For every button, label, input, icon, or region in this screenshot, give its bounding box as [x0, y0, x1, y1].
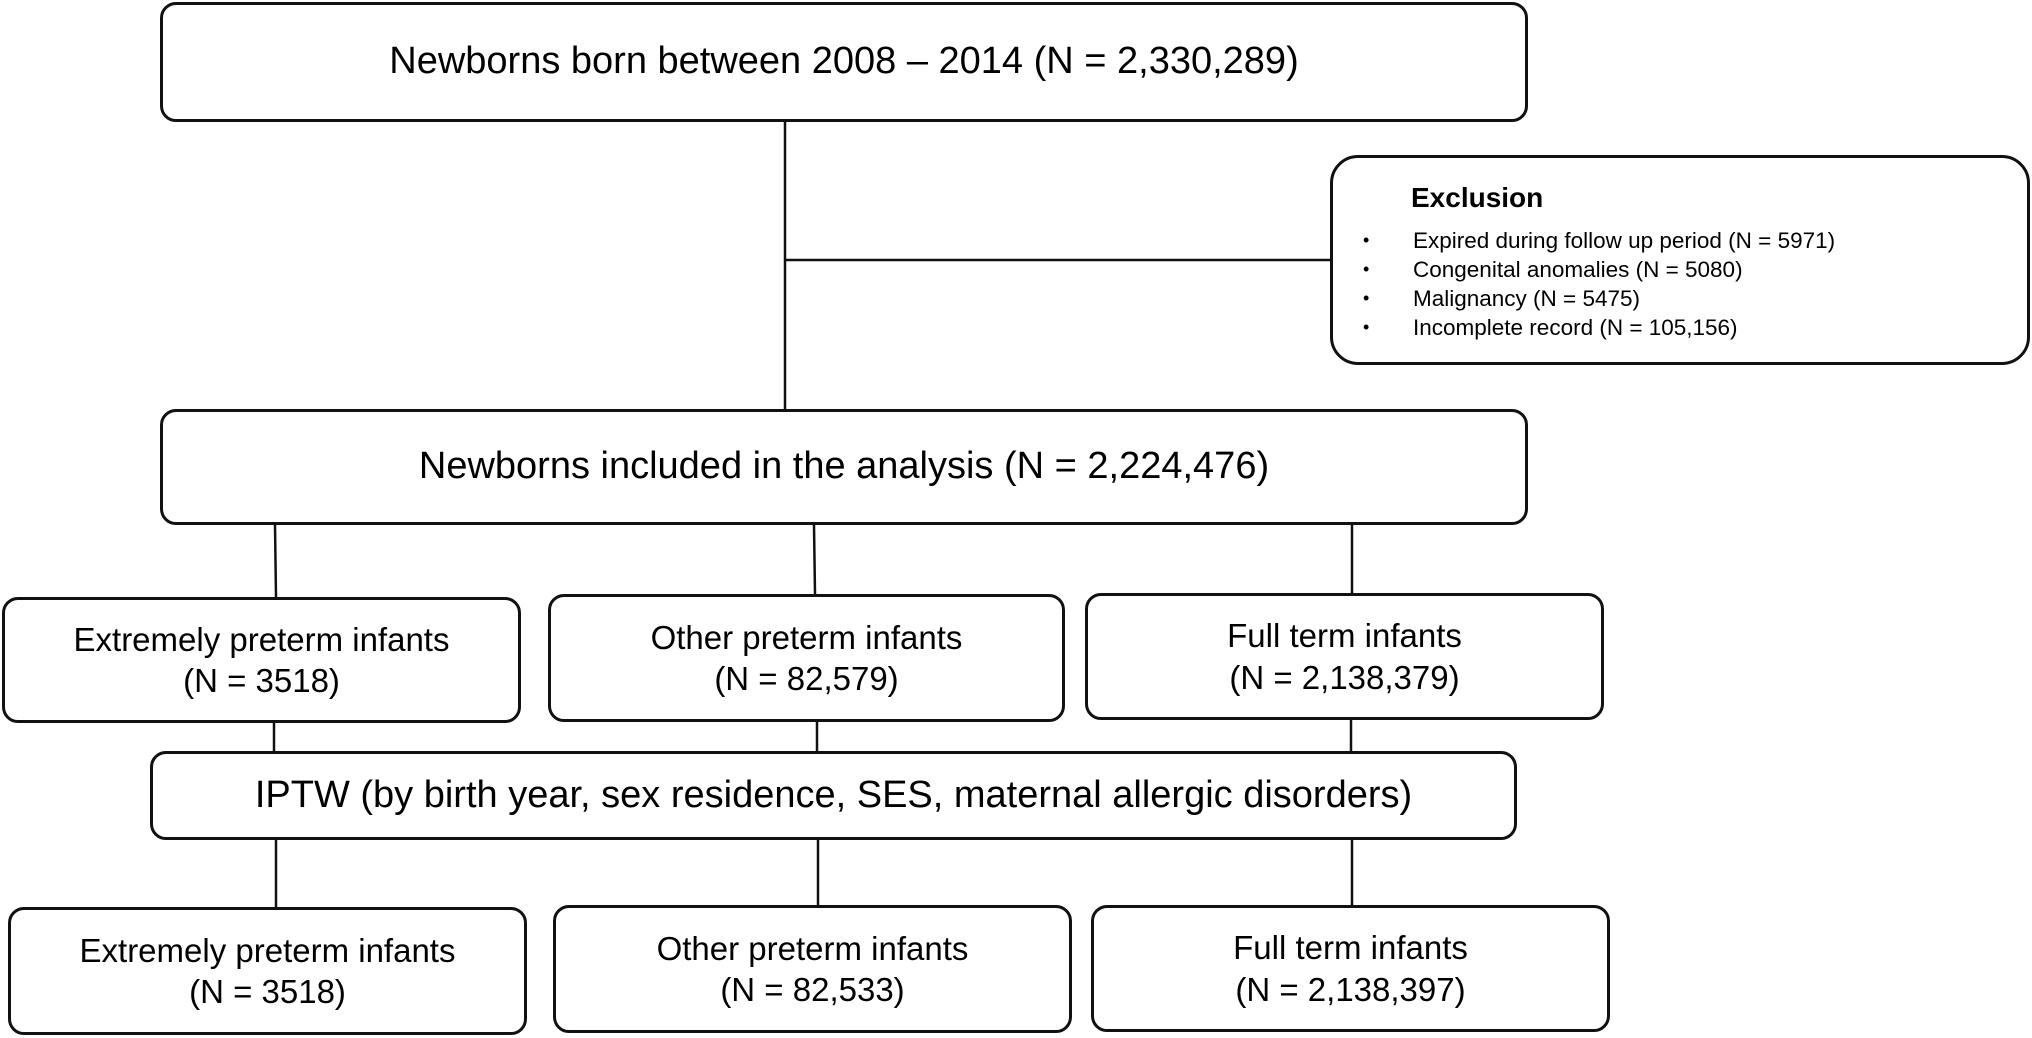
group-label: Full term infants — [1227, 617, 1462, 655]
weighted-group-label: Other preterm infants — [656, 929, 969, 967]
group-count: (N = 2,138,379) — [1229, 658, 1460, 696]
group-count: (N = 3518) — [183, 662, 340, 699]
group-label: Extremely preterm infants — [73, 620, 450, 658]
exclusion-title: Exclusion — [1411, 182, 1544, 213]
exclusion-item: • Malignancy (N = 5475) — [1363, 284, 1835, 313]
exclusion-item: • Expired during follow up period (N = 5971) — [1363, 226, 1835, 255]
top-box — [160, 2, 1528, 122]
weighted-box-extremely-preterm — [8, 907, 527, 1035]
weighted-group-count: (N = 82,533) — [720, 971, 905, 1008]
weighted-group-count: (N = 2,138,397) — [1235, 970, 1466, 1008]
connector-included-to-group-2 — [814, 525, 815, 594]
weighted-box-full-term — [1091, 905, 1610, 1032]
exclusion-list — [1363, 226, 1835, 342]
included-box — [160, 409, 1528, 525]
weighted-box-other-preterm — [553, 905, 1072, 1033]
iptw-box — [150, 751, 1517, 840]
group-box-other-preterm — [548, 594, 1065, 722]
exclusion-item: • Congenital anomalies (N = 5080) — [1363, 255, 1835, 284]
included-box-text: Newborns included in the analysis (N = 2,224,476) — [418, 445, 1270, 488]
group-box-extremely-preterm — [2, 597, 521, 723]
weighted-group-label: Extremely preterm infants — [79, 931, 456, 969]
group-box-full-term — [1085, 593, 1604, 720]
exclusion-box — [1330, 155, 2030, 365]
weighted-group-label: Full term infants — [1233, 929, 1468, 967]
iptw-box-text: IPTW (by birth year, sex residence, SES, maternal allergic disorders) — [254, 773, 1413, 816]
exclusion-item: • Incomplete record (N = 105,156) — [1363, 313, 1835, 342]
group-count: (N = 82,579) — [714, 660, 899, 697]
group-label: Other preterm infants — [650, 618, 963, 656]
weighted-group-count: (N = 3518) — [189, 973, 346, 1010]
top-box-text: Newborns born between 2008 – 2014 (N = 2,330,289) — [389, 40, 1299, 83]
connector-included-to-group-1 — [275, 525, 276, 597]
